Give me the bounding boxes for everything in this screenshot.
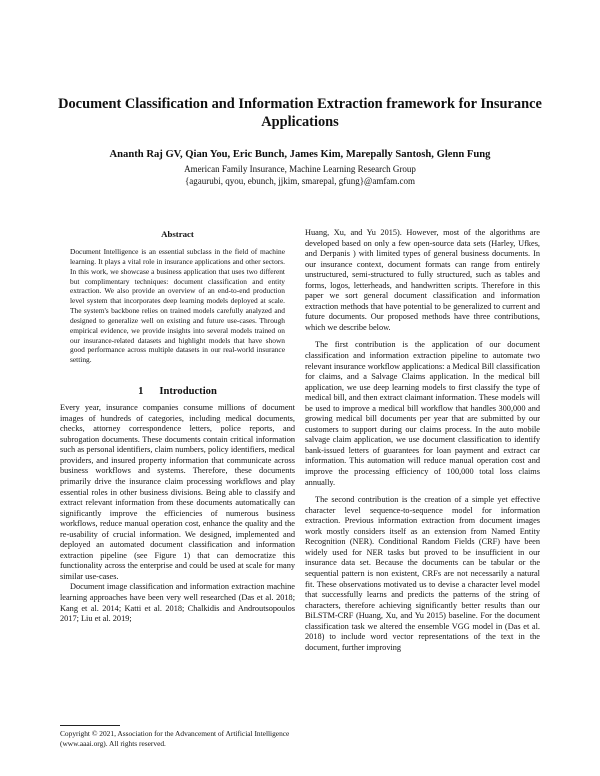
- copyright-text: Copyright © 2021, Association for the Advancement of Artificial Intelligence (www.aaai.org). All rights reserved.: [60, 729, 290, 748]
- footnote-rule: [60, 725, 120, 726]
- body-paragraph-3: The second contribution is the creation of a simple yet effective character level sequence-to-sequence model for information extraction. Previous information extraction from document images work mostly considers itself as an extension from Named Entity Recognition (NER). Conditional Random Fields (CRF) have been widely used for NER tasks but proved to be insufficient in our insurance data set. Because the documents can be tabular or the sequential pattern is non existent, CRFs are not necessarily a natural fit. These observations motivated us to devise a character level model that successfully learns and predicts the patterns of the string of characters, therefore achieving significantly better results than our BiLSTM-CRF (Huang, Xu, and Yu 2015) baseline. For the document classification task we altered the ensemble VGG model in (Das et al. 2018) to include word vector representations of the text in the document, further improving: [305, 495, 540, 652]
- title-line-2: Applications: [261, 114, 339, 130]
- author-list: Ananth Raj GV, Qian You, Eric Bunch, James Kim, Marepally Santosh, Glenn Fung: [109, 149, 491, 160]
- author-emails: {agaurubi, qyou, ebunch, jjkim, smarepal, gfung}@amfam.com: [184, 176, 416, 186]
- section-heading-introduction: 1 Introduction: [138, 386, 217, 398]
- abstract-heading: Abstract: [161, 229, 194, 239]
- paper-title: [40, 95, 560, 131]
- right-column: [305, 228, 540, 653]
- left-column: [60, 228, 295, 625]
- title-line-1: Document Classification and Information Extraction framework for Insurance: [58, 96, 542, 112]
- intro-paragraph-2: Document image classification and information extraction machine learning approaches have been very well researched (Das et al. 2018; Kang et al. 2014; Katti et al. 2018; Chalkidis and Androutsopoulos 2017; Liu et al. 2019;: [60, 582, 295, 624]
- affiliation: American Family Insurance, Machine Learning Research Group: [184, 164, 416, 174]
- copyright-footnote: [60, 725, 295, 748]
- abstract-text: Document Intelligence is an essential subclass in the field of machine learning. It plays a vital role in insurance applications and other sectors. In this work, we showcase a business application that uses two different but complimentary techniques: document classification and entity extraction. We also provide an overview of an end-to-end production level system that incorporates deep learning models deployed at scale. The system's backbone relies on trained models carefully analyzed and designed to generalize well on existing and future use-cases. Through empirical evidence, we provide insights into several models trained on our insurance-related datasets and highlight models that have shown good performance across multiple datasets in our real-world insurance setting.: [70, 247, 285, 365]
- intro-paragraph-1: Every year, insurance companies consume millions of document images of hundreds of categories, including medical documents, checks, attorney correspondence letters, police reports, and subrogation documents. These documents contain critical information such as personal identifiers, claim numbers, policy identifiers, medical providers, and insured property information that communicate across business workflows and systems. Therefore, these documents primarily drive the insurance claim processing workflows and play essential roles in other business divisions. Being able to classify and extract relevant information from these documents automatically can significantly improve the efficiencies of numerous business workflows, reduce manual operation cost, enhance the quality and the re-usability of crucial information. We designed, implemented and deployed an automated document classification and information extraction pipeline (see Figure 1) that can democratize this functionality across the enterprise and could be used at scale for many similar use-cases.: [60, 403, 295, 581]
- body-paragraph-1: Huang, Xu, and Yu 2015). However, most of the algorithms are developed based on only a few open-source data sets (Harley, Ufkes, and Derpanis ) with limited types of general business documents. In our insurance context, document formats can range from entirely unstructured, semi-structured to fully structured, such as tables and forms, logos, letterheads, and handwritten scripts. Therefore in this paper we sort general document classification and information extraction methods that have potential to be generalized to current and future documents. Our proposed methods have three contributions, which we describe below.: [305, 228, 540, 332]
- body-paragraph-2: The first contribution is the application of our document classification and information extraction pipeline to automate two relevant insurance workflow applications: a Medical Bill classification for claims, and a Salvage Claims application. In the medical bill application, we use deep learning models to first classify the type of medical bill, and then extract claimant information. These models will be used to improve a medical bill workflow that handles 300,000 and growing medical bill documents per year that are submitted by our customers to support during our claims process. In the auto mobile salvage claim application, we use document classification to identify bank-issued letters of guarantees for loan payment and extract car information. This automation will reduce manual operation cost and improve the processing efficiency of 100,000 total loss claims annually.: [305, 340, 540, 487]
